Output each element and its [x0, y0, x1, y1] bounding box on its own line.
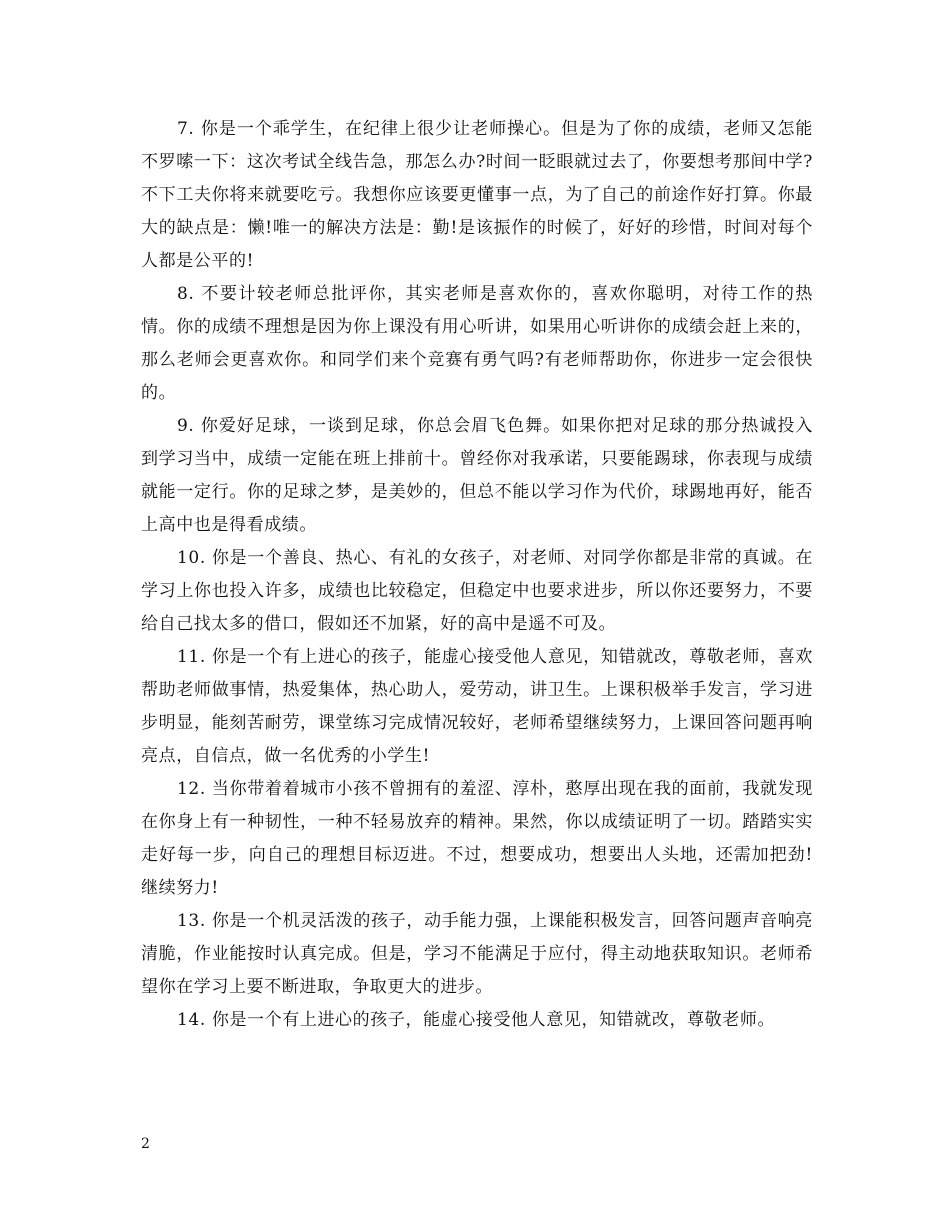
body-text [141, 113, 813, 1037]
paragraph-12: 12. 当你带着着城市小孩不曾拥有的羞涩、淳朴，憨厚出现在我的面前，我就发现在你身上有一种韧性，一种不轻易放弃的精神。果然，你以成绩证明了一切。踏踏实实走好每一步，向自己的理想目标迈进。不过，想要成功，想要出人头地，还需加把劲!继续努力! [141, 779, 813, 898]
paragraph-8: 8. 不要计较老师总批评你，其实老师是喜欢你的，喜欢你聪明，对待工作的热情。你的成绩不理想是因为你上课没有用心听讲，如果用心听讲你的成绩会赶上来的，那么老师会更喜欢你。和同学们来个竞赛有勇气吗?有老师帮助你，你进步一定会很快的。 [141, 284, 813, 403]
page-number: 2 [141, 1136, 150, 1152]
paragraph-10: 10. 你是一个善良、热心、有礼的女孩子，对老师、对同学你都是非常的真诚。在学习上你也投入许多，成绩也比较稳定，但稳定中也要求进步，所以你还要努力，不要给自己找太多的借口，假如还不加紧，好的高中是遥不可及。 [141, 548, 813, 634]
paragraph-7: 7. 你是一个乖学生，在纪律上很少让老师操心。但是为了你的成绩，老师又怎能不罗嗦一下：这次考试全线告急，那怎么办?时间一眨眼就过去了，你要想考那间中学?不下工夫你将来就要吃亏。我想你应该要更懂事一点，为了自己的前途作好打算。你最大的缺点是：懒!唯一的解决方法是：勤!是该振作的时候了，好好的珍惜，时间对每个人都是公平的! [141, 119, 813, 271]
paragraph-13: 13. 你是一个机灵活泼的孩子，动手能力强，上课能积极发言，回答问题声音响亮清脆，作业能按时认真完成。但是，学习不能满足于应付，得主动地获取知识。老师希望你在学习上要不断进取，争取更大的进步。 [141, 911, 813, 997]
paragraph-14: 14. 你是一个有上进心的孩子，能虚心接受他人意见，知错就改，尊敬老师。 [177, 1010, 776, 1030]
paragraph-9: 9. 你爱好足球，一谈到足球，你总会眉飞色舞。如果你把对足球的那分热诚投入到学习当中，成绩一定能在班上排前十。曾经你对我承诺，只要能踢球，你表现与成绩就能一定行。你的足球之梦，是美妙的，但总不能以学习作为代价，球踢地再好，能否上高中也是得看成绩。 [141, 416, 813, 535]
paragraph-11: 11. 你是一个有上进心的孩子，能虚心接受他人意见，知错就改，尊敬老师，喜欢帮助老师做事情，热爱集体，热心助人，爱劳动，讲卫生。上课积极举手发言，学习进步明显，能刻苦耐劳，课堂练习完成情况较好，老师希望继续努力，上课回答问题再响亮点，自信点，做一名优秀的小学生! [141, 647, 813, 766]
